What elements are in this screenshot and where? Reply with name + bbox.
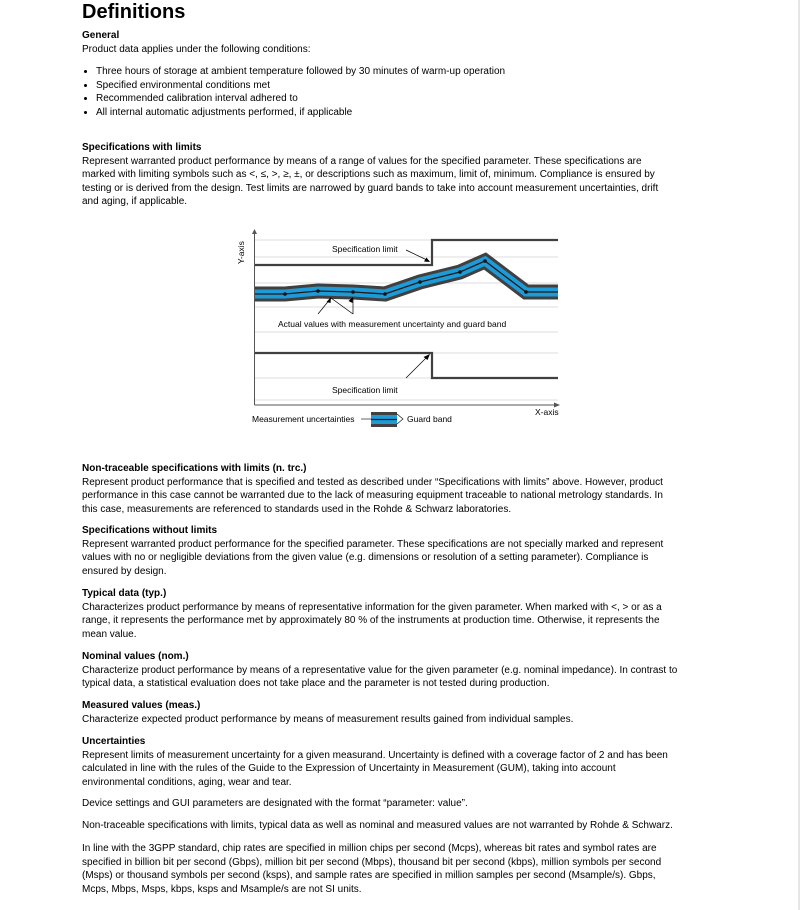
text-line: (Msps) or thousand symbols per second (ksps), and sample rates are specified in million samples per second (Msample/s). Gbps, (82, 870, 656, 881)
list-item: • Three hours of storage at ambient temperature followed by 30 minutes of warm-up operation (96, 65, 716, 79)
x-axis-label: X-axis (535, 407, 559, 417)
general-section (82, 29, 722, 56)
non-traceable-section (82, 462, 722, 516)
spec-without-limits-section (82, 524, 722, 578)
page-title: Definitions (82, 1, 186, 23)
device-settings-note: Device settings and GUI parameters are designated with the format “parameter: value”. (82, 798, 468, 809)
text-line: Characterizes product performance by means of representative information for the given parameter. When marked with <, > or as a (82, 601, 662, 613)
text-line: environmental conditions, aging, wear and tear. (82, 776, 292, 788)
text-line: Represent product performance that is specified and tested as described under “Specifications with limits” above. However, product (82, 476, 663, 488)
text-line: Represent warranted product performance by means of a range of values for the specified parameter. These specifications are (82, 155, 642, 167)
y-axis-label: Y-axis (236, 241, 246, 264)
general-intro: Product data applies under the following conditions: (82, 43, 311, 55)
spec-with-limits-heading: Specifications with limits (82, 142, 202, 153)
text-line: range, it represents the performance met by approximately 80 % of the instruments at production time. Otherwise, it represents the (82, 615, 660, 626)
nominal-heading: Nominal values (nom.) (82, 651, 189, 662)
text-line: Represent warranted product performance for the specified parameter. These specifications are not specially marked and represent (82, 538, 664, 550)
non-traceable-heading: Non-traceable specifications with limits (n. trc.) (82, 463, 307, 474)
measured-heading: Measured values (meas.) (82, 700, 201, 711)
text-line: typical data, a statistical evaluation does not take place and the parameter is not tested during production. (82, 678, 550, 689)
upper-spec-limit-label: Specification limit (332, 244, 398, 254)
spec-without-limits-heading: Specifications without limits (82, 525, 218, 536)
typical-heading: Typical data (typ.) (82, 588, 167, 599)
legend-guard-band: Guard band (407, 414, 452, 424)
list-item: • Specified environmental conditions met (96, 79, 716, 93)
text-line: In line with the 3GPP standard, chip rates are specified in million chips per second (Mcps), whereas bit rates and symbol rates are (82, 843, 657, 854)
lower-spec-limit-label: Specification limit (332, 385, 398, 395)
text-line: performance in this case cannot be warranted due to the lack of measuring equipment traceable to national metrology standards. In (82, 490, 663, 501)
legend-swatch (371, 412, 397, 427)
text-line: Characterize product performance by means of a representative value for the given parameter (e.g. nominal impedance). In contrast to (82, 664, 678, 676)
spec-with-limits-section (82, 141, 722, 209)
text-line: this case, measurements are referenced to standards used in the Rohde & Schwarz laboratories. (82, 503, 512, 515)
typical-section (82, 587, 722, 641)
text-line: ensured by design. (82, 565, 167, 577)
text-line: Represent limits of measurement uncertainty for a given measurand. Uncertainty is defined with a coverage factor of 2 and has been (82, 749, 668, 761)
y-axis-arrow (252, 229, 257, 234)
text-line: specified in billion bit per second (Gbps), million bit per second (Mbps), thousand bit per second (kbps), million symbols per second (82, 856, 662, 868)
list-item: • All internal automatic adjustments performed, if applicable (96, 106, 716, 120)
conditions-list (82, 65, 716, 119)
text-line: marked with limiting symbols such as <, ≤, >, ≥, ±, or descriptions such as maximum, limit of, minimum. Compliance is ensured by (82, 169, 655, 180)
text-line: mean value. (82, 628, 137, 640)
list-item: • Recommended calibration interval adhered to (96, 92, 716, 106)
text-line: calculated in line with the rules of the Guide to the Expression of Uncertainty in Measurement (GUM), taking into account (82, 763, 616, 774)
specification-limits-diagram (230, 228, 570, 434)
text-line: testing or is derived from the design. Test limits are narrowed by guard bands to take into account measurement uncertainties, drift (82, 182, 659, 194)
uncertainties-section (82, 735, 722, 789)
legend-measurement-uncertainties: Measurement uncertainties (252, 414, 355, 424)
lower-spec-limit-line (255, 353, 558, 378)
text-line: Mcps, Mbps, Msps, kbps, ksps and Msample/s are not SI units. (82, 883, 362, 895)
text-line: and aging, if applicable. (82, 196, 188, 207)
measured-section (82, 699, 722, 726)
nominal-section (82, 650, 722, 691)
general-heading: General (82, 30, 120, 41)
text-line: Characterize expected product performance by means of measurement results gained from individual samples. (82, 713, 574, 725)
upper-spec-limit-line (255, 240, 558, 265)
actual-values-label: Actual values with measurement uncertainty and guard band (278, 319, 507, 329)
gpp-note (82, 842, 722, 896)
uncertainties-heading: Uncertainties (82, 736, 146, 747)
non-warranted-note: Non-traceable specifications with limits, typical data as well as nominal and measured values are not warranted by Rohde & Schwarz. (82, 820, 673, 831)
text-line: values with no or negligible deviations from the given value (e.g. dimensions or resolution of a setting parameter). Compliance is (82, 552, 649, 563)
